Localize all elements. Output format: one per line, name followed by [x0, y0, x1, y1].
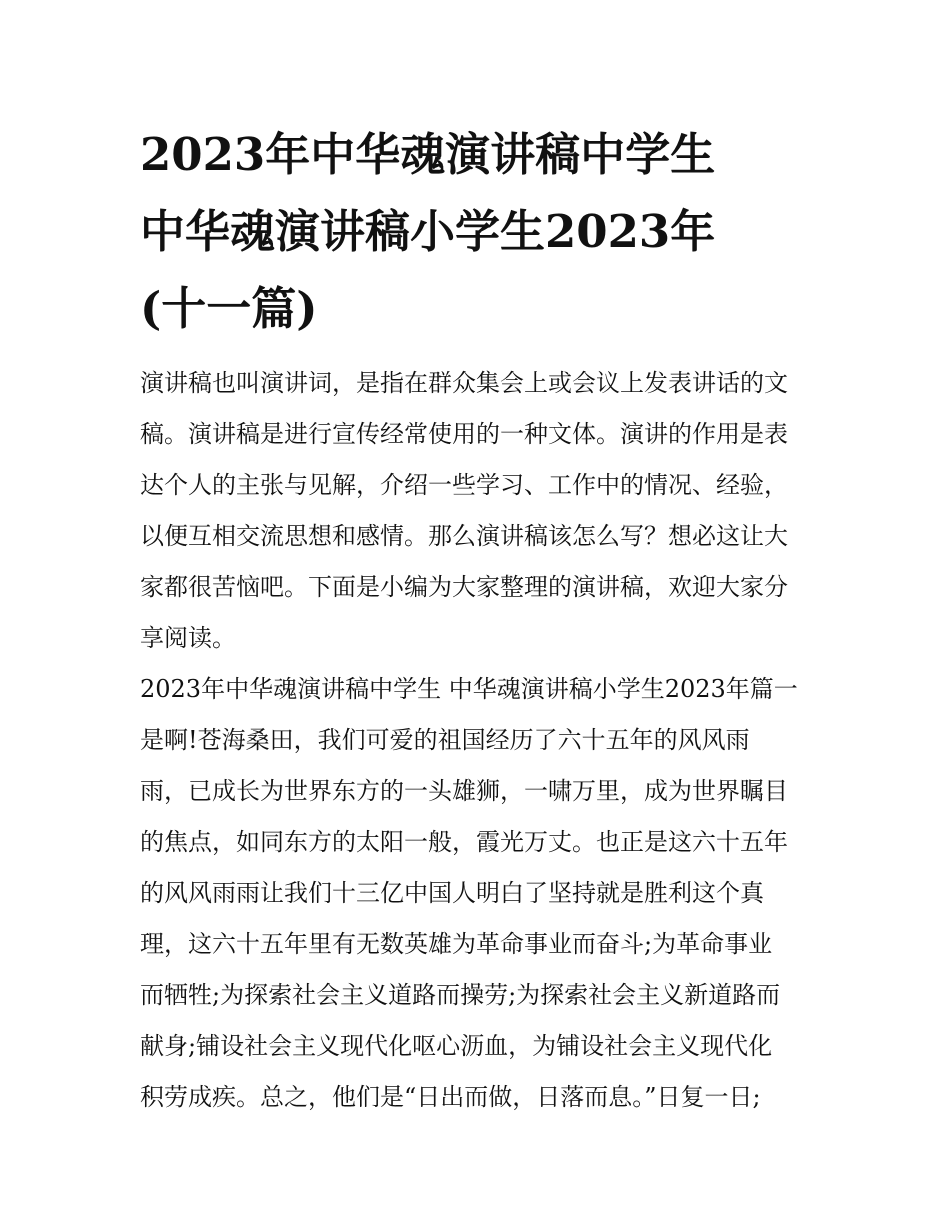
section-line-4: 的风风雨雨让我们十三亿中国人明白了坚持就是胜利这个真 [140, 879, 764, 907]
title-line-2: 中华魂演讲稿小学生2023年 [140, 205, 716, 258]
intro-line-4: 以便互相交流思想和感情。那么演讲稿该怎么写？想必这让大 [140, 522, 788, 550]
section-line-8: 积劳成疾。总之，他们是“日出而做，日落而息。”日复一日; [140, 1083, 761, 1111]
section-line-6: 而牺牲;为探索社会主义道路而操劳;为探索社会主义新道路而 [140, 981, 781, 1009]
section-line-5: 理，这六十五年里有无数英雄为革命事业而奋斗;为革命事业 [140, 930, 773, 958]
title-line-1: 2023年中华魂演讲稿中学生 [140, 128, 716, 181]
section-line-1: 是啊!苍海桑田，我们可爱的祖国经历了六十五年的风风雨 [140, 726, 750, 754]
section-line-3: 的焦点，如同东方的太阳一般，霞光万丈。也正是这六十五年 [140, 828, 788, 856]
intro-line-6: 享阅读。 [140, 624, 236, 652]
document-title [140, 116, 820, 347]
title-line-3: (十一篇) [140, 282, 318, 335]
intro-line-1: 演讲稿也叫演讲词，是指在群众集会上或会议上发表讲话的文 [140, 369, 788, 397]
intro-line-2: 稿。演讲稿是进行宣传经常使用的一种文体。演讲的作用是表 [140, 420, 788, 448]
section-heading: 2023年中华魂演讲稿中学生 中华魂演讲稿小学生2023年篇一 [140, 675, 798, 703]
intro-line-3: 达个人的主张与见解，介绍一些学习、工作中的情况、经验， [140, 471, 788, 499]
intro-line-5: 家都很苦恼吧。下面是小编为大家整理的演讲稿，欢迎大家分 [140, 573, 788, 601]
section-line-7: 献身;铺设社会主义现代化呕心沥血，为铺设社会主义现代化 [140, 1032, 773, 1060]
section-line-2: 雨，已成长为世界东方的一头雄狮，一啸万里，成为世界瞩目 [140, 777, 788, 805]
document-body [140, 358, 830, 1123]
